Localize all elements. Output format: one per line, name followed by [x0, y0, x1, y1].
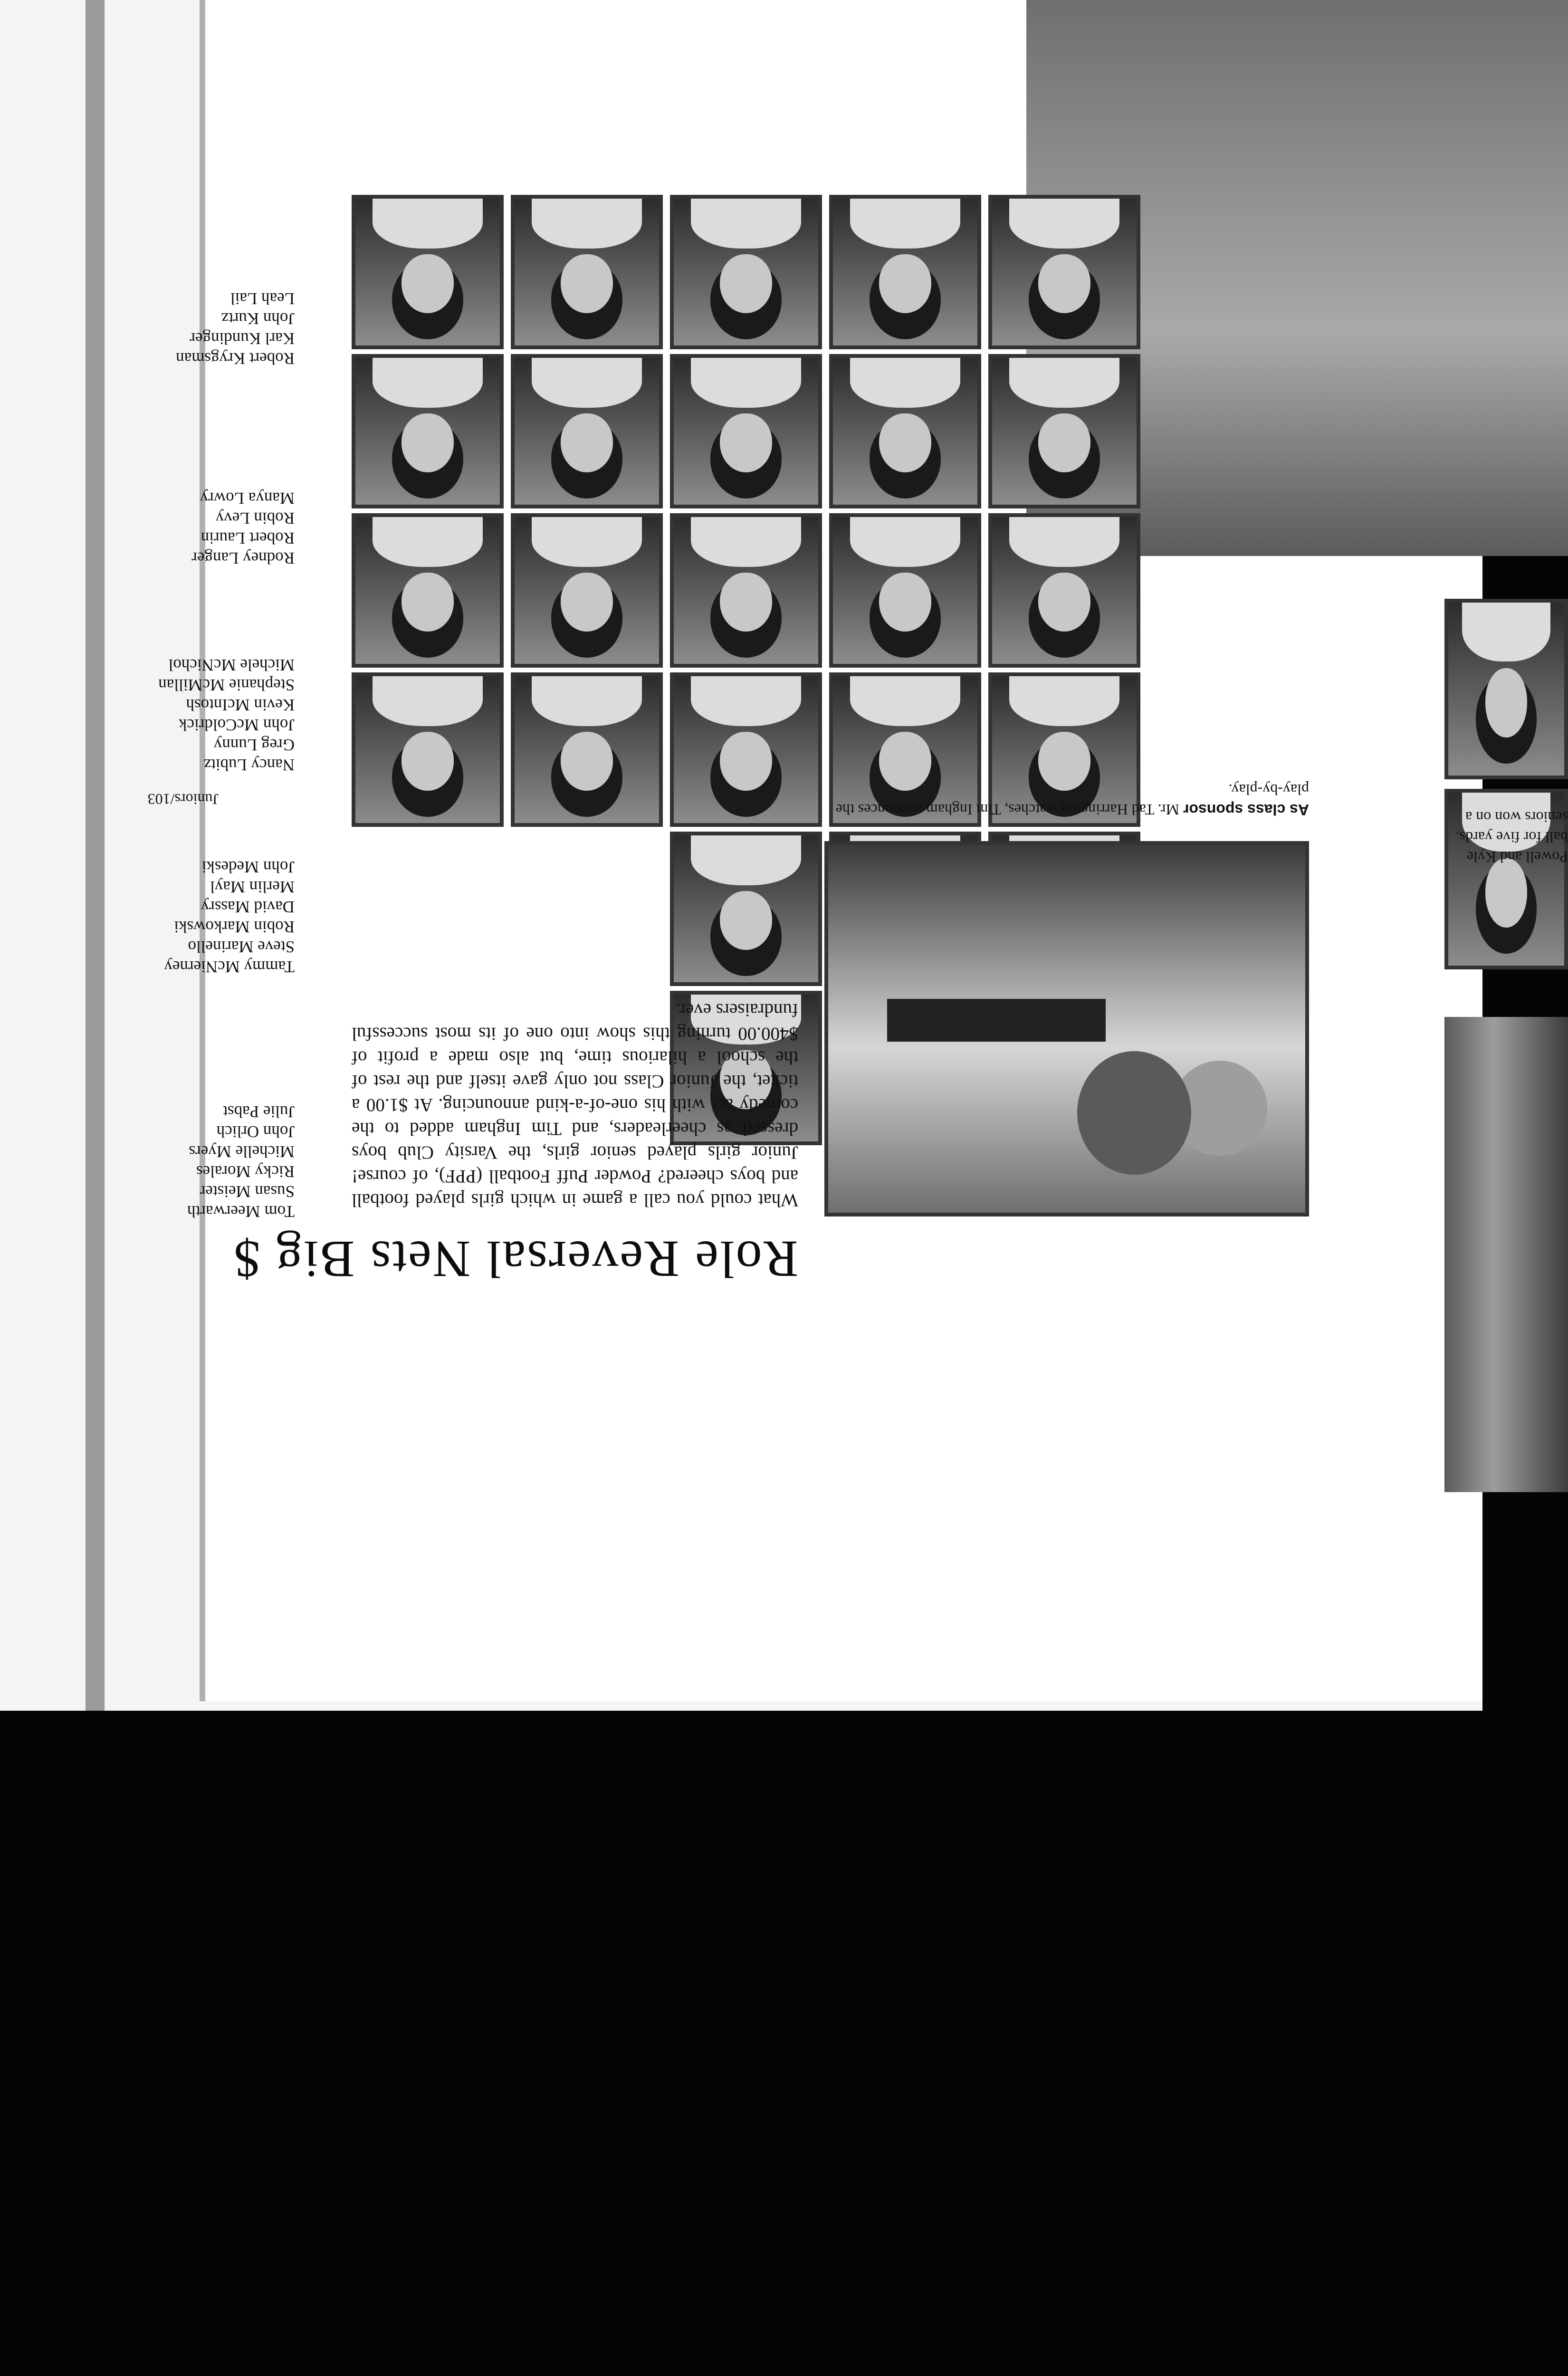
- page-folio: Juniors/103: [147, 791, 219, 808]
- name: Manya Lowry: [200, 489, 295, 508]
- name: Robin Markowski: [174, 918, 295, 936]
- announcer-photo: [824, 841, 1309, 1217]
- name: Michele McNichol: [168, 656, 295, 674]
- adjacent-football-photo: [1444, 1017, 1568, 1492]
- name-column-5: [187, 1102, 295, 1221]
- student-portrait: [511, 513, 663, 668]
- name: Michelle Myers: [189, 1142, 295, 1161]
- student-portrait: [988, 195, 1140, 349]
- student-portrait: [829, 195, 981, 349]
- cover-edge: [86, 0, 105, 1711]
- name: Robin Levy: [215, 509, 295, 527]
- name: Stephanie McMillan: [158, 676, 295, 694]
- name: Tom Meerwarth: [187, 1202, 295, 1221]
- student-portrait: [829, 354, 981, 508]
- name: Merlin Mayl: [210, 878, 295, 896]
- name: John McColdrick: [178, 716, 295, 734]
- caption-lead: As class sponsor: [1183, 801, 1309, 818]
- article-body: What could you call a game in which girls played football and boys cheered? Powder Puff Football (PPF), of course! Junior girls played senior girls, the Varsity Club boys dressed as cheerleaders, and Tim Ingham added to the comedy act with his one-of-a-kind announcing. At $1.00 a ticket, the Junior Class not only gave itself and the rest of the school a hilarious time, but also made a profit of $400.00 turning this show into one of its most successful fundraisers ever.: [352, 1000, 798, 1210]
- name: Robert Laurin: [201, 529, 295, 547]
- page-gutter: [200, 0, 205, 1701]
- student-portrait: [352, 195, 504, 349]
- name: John Kurtz: [221, 309, 295, 328]
- student-portrait: [511, 195, 663, 349]
- name: David Massry: [201, 898, 295, 916]
- student-portrait: [670, 513, 822, 668]
- photo-caption: [820, 780, 1309, 820]
- student-portrait: [829, 513, 981, 668]
- name: Robert Krygsman: [176, 349, 295, 368]
- student-portrait: [511, 672, 663, 827]
- name: Rodney Langer: [191, 549, 295, 567]
- student-portrait: [670, 195, 822, 349]
- name: Kevin McIntosh: [186, 696, 295, 714]
- student-portrait: [988, 354, 1140, 508]
- student-portrait: [670, 672, 822, 827]
- name: Julie Pabst: [223, 1102, 295, 1121]
- name: Ricky Morales: [196, 1162, 295, 1181]
- caption-text: Mr. Tad Harrington watches, Tim Ingham announces the play-by-play.: [835, 781, 1309, 818]
- name-column-3: [158, 655, 295, 775]
- adjacent-portrait-2: [1444, 599, 1568, 779]
- name: Steve Marinello: [188, 938, 295, 956]
- name-column-4: [164, 857, 295, 977]
- student-portrait: [988, 513, 1140, 668]
- name: John Orlich: [216, 1122, 295, 1141]
- name: John Medeski: [201, 858, 295, 876]
- student-portrait: [352, 354, 504, 508]
- student-portrait: [670, 354, 822, 508]
- name: Karl Kundinger: [190, 329, 295, 348]
- name: Leah Lail: [230, 289, 295, 308]
- name-column-1: [176, 288, 295, 368]
- student-portrait: [352, 513, 504, 668]
- name: Nancy Lubitz: [203, 756, 295, 774]
- student-portrait: [352, 672, 504, 827]
- adjacent-caption: Powell and Kyle ball for five yards. seniors won on a: [1455, 809, 1568, 866]
- name-column-2: [191, 488, 295, 568]
- student-portrait: [670, 832, 822, 986]
- name: Greg Lunny: [213, 736, 295, 754]
- name: Susan Meister: [200, 1182, 295, 1201]
- student-portrait: [511, 354, 663, 508]
- page-headline: Role Reversal Nets Big $: [232, 1230, 798, 1288]
- name: Tammy McNierney: [164, 958, 295, 976]
